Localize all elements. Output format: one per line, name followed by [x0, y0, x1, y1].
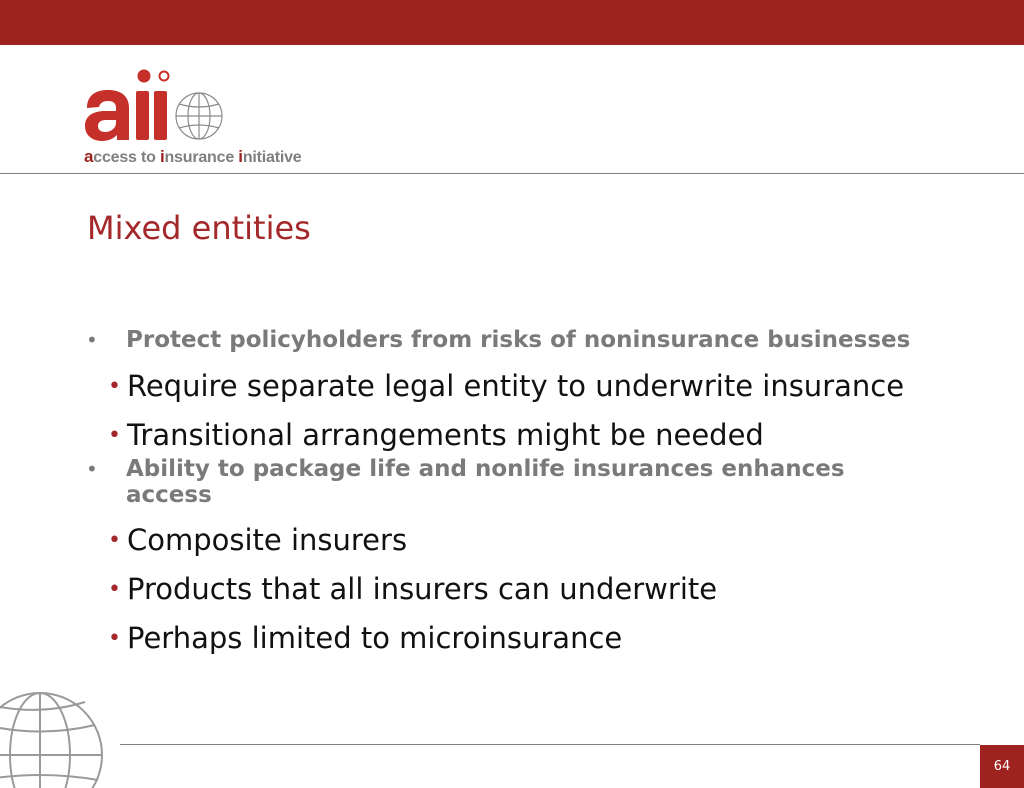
header-divider: [0, 173, 1024, 174]
bullet-level2: [108, 369, 904, 404]
bullet-level2: [108, 523, 407, 558]
bullet-text: Products that all insurers can underwrite: [126, 572, 718, 606]
bullet-text: Perhaps limited to microinsurance: [126, 621, 623, 655]
bullet-level2: [108, 621, 622, 656]
bullet-text: Require separate legal entity to underwrite insurance: [126, 369, 905, 403]
bullet-dot-icon: •: [86, 457, 98, 481]
bullet-dot-icon: •: [108, 577, 121, 602]
bullet-dot-icon: •: [108, 374, 121, 399]
page-number: 64: [980, 745, 1024, 788]
top-banner: [0, 0, 1024, 45]
bullet-text: Ability to package life and nonlife insurances enhances access: [126, 456, 845, 508]
bullet-dot-icon: •: [108, 626, 121, 651]
logo-tagline: access to insurance initiative: [84, 147, 302, 166]
bullet-dot-icon: •: [108, 423, 121, 448]
bullet-level2: [108, 418, 764, 453]
footer-divider: [120, 744, 980, 745]
bullet-dot-icon: •: [108, 528, 121, 553]
slide-title: Mixed entities: [87, 209, 311, 247]
bullet-text: Composite insurers: [126, 523, 408, 557]
bullet-level2: [108, 572, 717, 607]
bullet-text: Protect policyholders from risks of noninsurance businesses: [126, 327, 911, 353]
bullet-text: Transitional arrangements might be needed: [126, 418, 764, 452]
globe-icon: [0, 680, 110, 788]
bullet-dot-icon: •: [86, 328, 98, 352]
